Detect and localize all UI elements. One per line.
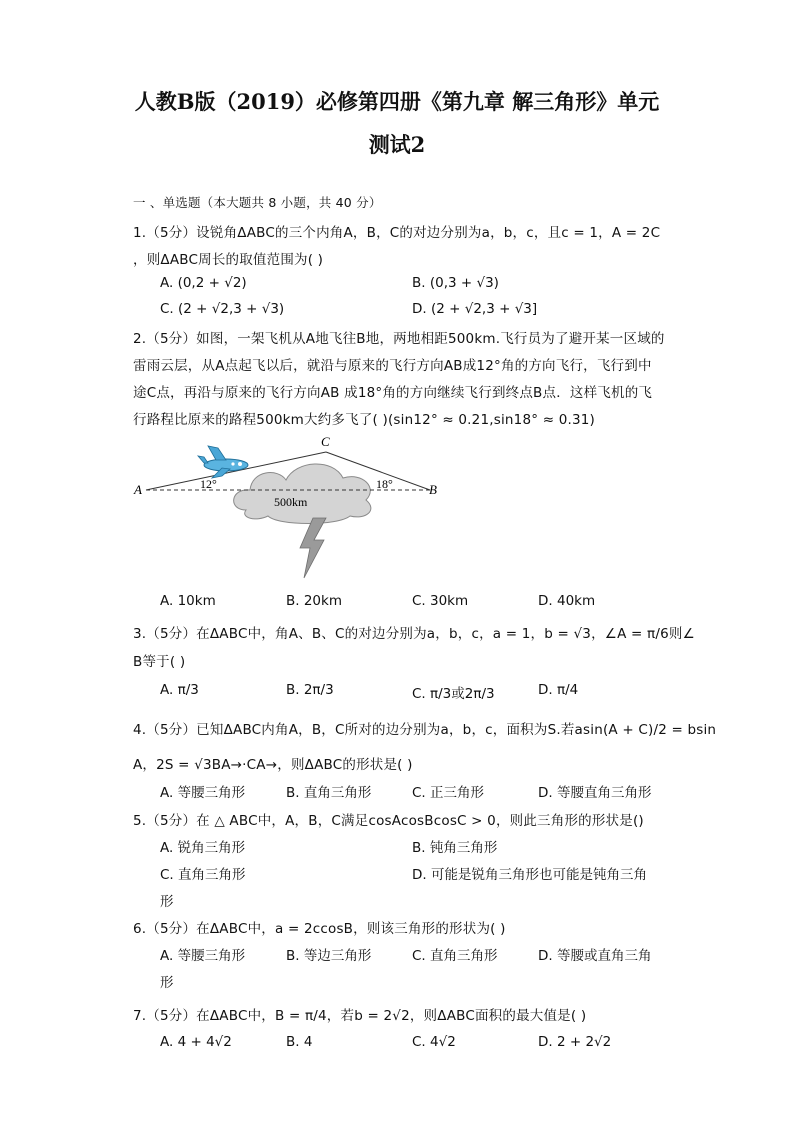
question-6-option-a: A. 等腰三角形 — [160, 948, 246, 964]
question-5-option-d: D. 可能是锐角三角形也可能是钝角三角 — [412, 867, 647, 883]
question-2-option-b: B. 20km — [286, 593, 342, 609]
question-2-option-c: C. 30km — [412, 593, 469, 609]
question-6-option-c: C. 直角三角形 — [412, 948, 498, 964]
question-1-line-2: ，则ΔABC周长的取值范围为( ) — [133, 252, 324, 268]
question-1-option-c: C. (2 + √2,3 + √3) — [160, 301, 285, 317]
question-7-option-d: D. 2 + 2√2 — [538, 1034, 612, 1050]
question-6-option-b: B. 等边三角形 — [286, 948, 372, 964]
document-title-line2: 测试2 — [368, 132, 426, 157]
angle-label-b: 18° — [376, 477, 393, 491]
label-b: B — [429, 482, 437, 497]
question-3-option-d: D. π/4 — [538, 682, 579, 698]
question-3-option-b: B. 2π/3 — [286, 682, 334, 698]
flight-diagram — [128, 430, 448, 585]
question-6-option-d-continued: 形 — [160, 975, 174, 991]
question-7-option-c: C. 4√2 — [412, 1034, 456, 1050]
question-5-option-c: C. 直角三角形 — [160, 867, 246, 883]
question-2-line-1: 2.（5分）如图，一架飞机从A地飞往B地，两地相距500km.飞行员为了避开某一区域的 — [133, 331, 665, 347]
lightning-icon — [300, 518, 326, 578]
question-3-option-c: C. π/3或2π/3 — [412, 686, 495, 702]
question-7-option-a: A. 4 + 4√2 — [160, 1034, 232, 1050]
question-2-option-d: D. 40km — [538, 593, 596, 609]
question-3-line-2: B等于( ) — [133, 654, 186, 670]
section-heading: 一 、单选题（本大题共 8 小题，共 40 分） — [133, 195, 382, 210]
question-4-option-c: C. 正三角形 — [412, 785, 485, 801]
question-5-option-b: B. 钝角三角形 — [412, 840, 498, 856]
question-5-line-1: 5.（5分）在 △ ABC中，A，B，C满足cosAcosBcosC > 0，则此三角形的形状是() — [133, 813, 644, 829]
question-5-option-d-continued: 形 — [160, 894, 174, 910]
question-3-line-1: 3.（5分）在ΔABC中，角A、B、C的对边分别为a，b，c，a = 1，b = √3，∠A = π/6则∠ — [133, 626, 695, 642]
question-2-line-2: 雷雨云层，从A点起飞以后，就沿与原来的飞行方向AB成12°角的方向飞行，飞行到中 — [133, 358, 652, 374]
question-1-option-b: B. (0,3 + √3) — [412, 275, 499, 291]
label-c: C — [321, 434, 330, 449]
question-2-line-3: 途C点，再沿与原来的飞行方向AB 成18°角的方向继续飞行到终点B点．这样飞机的飞 — [133, 385, 653, 401]
question-2-option-a: A. 10km — [160, 593, 216, 609]
question-4-option-a: A. 等腰三角形 — [160, 785, 246, 801]
question-1-line-1: 1.（5分）设锐角ΔABC的三个内角A，B，C的对边分别为a，b，c，且c = 1，A = 2C — [133, 225, 661, 241]
question-1-option-d: D. (2 + √2,3 + √3] — [412, 301, 538, 317]
distance-label: 500km — [274, 495, 308, 509]
angle-label-a: 12° — [200, 477, 217, 491]
question-2-line-4: 行路程比原来的路程500km大约多飞了( )(sin12° ≈ 0.21,sin18° ≈ 0.31) — [133, 412, 596, 428]
label-a: A — [134, 482, 142, 497]
question-6-option-d: D. 等腰或直角三角 — [538, 948, 652, 964]
airplane-icon — [198, 446, 248, 478]
question-1-option-a: A. (0,2 + √2) — [160, 275, 247, 291]
question-3-option-a: A. π/3 — [160, 682, 199, 698]
document-title-line1: 人教B版（2019）必修第四册《第九章 解三角形》单元 — [134, 89, 660, 114]
question-7-option-b: B. 4 — [286, 1034, 313, 1050]
question-4-option-b: B. 直角三角形 — [286, 785, 372, 801]
question-4-line-2: A，2S = √3BA→·CA→，则ΔABC的形状是( ) — [133, 757, 413, 773]
cloud-shape — [234, 464, 371, 524]
question-5-option-a: A. 锐角三角形 — [160, 840, 246, 856]
question-4-option-d: D. 等腰直角三角形 — [538, 785, 652, 801]
question-4-line-1: 4.（5分）已知ΔABC内角A，B，C所对的边分别为a，b，c，面积为S.若asin(A + C)/2 = bsin — [133, 722, 717, 738]
question-7-line-1: 7.（5分）在ΔABC中，B = π/4，若b = 2√2，则ΔABC面积的最大值是( ) — [133, 1008, 587, 1024]
question-6-line-1: 6.（5分）在ΔABC中，a = 2ccosB，则该三角形的形状为( ) — [133, 921, 506, 937]
